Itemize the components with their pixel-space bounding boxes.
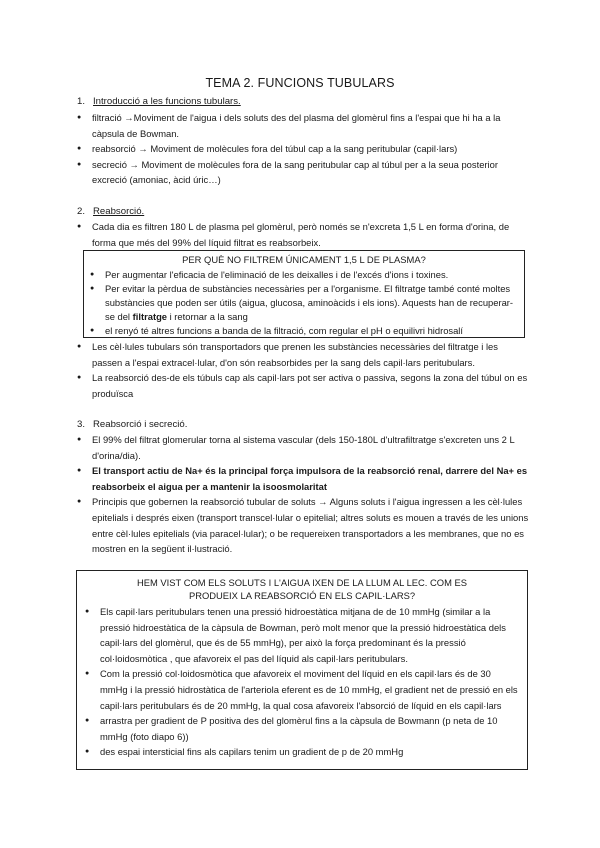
section-1-list [77, 110, 527, 188]
list-item: ● Per augmentar l'eficacia de l'eliminació de les deixalles i de l'excés d'ions i toxines. [90, 268, 520, 282]
section-title: Reabsorció i secreció. [93, 419, 188, 430]
box-title: HEM VIST COM ELS SOLUTS I L'AIGUA IXEN DE LA LLUM AL LEC. COM ES PRODUEIX LA REABSORCIÓ EN ELS CAPIL·LARS? [136, 577, 467, 601]
list-item: ● reabsorció → Moviment de molècules fora del túbul cap a la sang peritubular (capil·lars) [77, 141, 527, 157]
list-item: ● Principis que gobernen la reabsorció tubular de soluts → Alguns soluts i l'aigua ingressen a les cèl·lules epitelials i després eixen (transport transcel·lular o epitelial; altres soluts es mouen a través de les unions entre cèl·lules epitelials (via paracel·lular); o be requereixen transportadors a les membranes, que no es mostren en la següent il·lustració. [77, 494, 529, 556]
capillaries-box [76, 570, 528, 770]
list-item [90, 282, 520, 325]
list-item: ● des espai intersticial fins als capilars tenim un gradient de p de 20 mmHg [85, 744, 521, 760]
list-item: ● Les cèl·lules tubulars són transportadors que prenen les substàncies necessàries del filtratge i les passen a l'espai extracel·lular, d'on són reabsorbides per la sang dels capil·lars peritubulars. [77, 339, 529, 370]
section-number: 1. [77, 96, 86, 107]
section-3-list [77, 432, 529, 557]
page-title: TEMA 2. FUNCIONS TUBULARS [205, 76, 395, 90]
section-title: Reabsorció. [93, 206, 145, 217]
bold-text: filtratge [132, 311, 168, 323]
question-box [83, 250, 525, 338]
list-item-text: Per evitar la pèrdua de substàncies necessàries per a l'organisme. El filtratge també conté moltes substàncies que poden ser útils (aigua, glucosa, aminoàcids i els ions). Aquests han de recuperar-se del [105, 282, 514, 323]
list-item: ● El 99% del filtrat glomerular torna al sistema vascular (dels 150-180L d'ultrafiltratge s'excreten uns 2 L d'orina/dia). [77, 432, 529, 463]
box-title: PER QUÈ NO FILTREM ÚNICAMENT 1,5 L DE PLASMA? [182, 254, 426, 265]
section-2-heading [77, 206, 144, 217]
list-item: ● La reabsorció des-de els túbuls cap als capil·lars pot ser activa o passiva, segons la zona del túbul on es produïsca [77, 370, 529, 401]
section-3-heading [77, 419, 187, 430]
section-title: Introducció a les funcions tubulars. [93, 96, 241, 107]
list-item-text: i retornar a la sang [167, 311, 248, 323]
list-item: ● filtració →Moviment de l'aigua i dels soluts des del plasma del glomèrul fins a l'espai que hi ha a la càpsula de Bowman. [77, 110, 527, 141]
section-2-list [77, 219, 529, 250]
section-number: 2. [77, 206, 86, 217]
box-list [90, 268, 520, 339]
list-item: ● Els capil·lars peritubulars tenen una pressió hidroestàtica mitjana de de 10 mmHg (similar a la pressió hidroestàtica de la càpsula de Bowman, però molt menor que la pressió hidroestàtica dels capil·lars del glomèrul, que és de 55 mmHg), per això la força predominant és la pressió col·loidosmòtica , que afavoreix el pas del líquid als capil·lars peritubulars. [85, 604, 521, 666]
list-item: ● El transport actiu de Na+ és la principal força impulsora de la reabsorció renal, darrere del Na+ es reabsorbeix el aigua per a mantenir la isoosmolaritat [77, 463, 529, 494]
section-number: 3. [77, 419, 86, 430]
box-list [85, 604, 521, 760]
list-item: ● el renyó té altres funcions a banda de la filtració, com regular el pH o equilivri hidrosalí [90, 324, 520, 338]
section-2-list-continued [77, 339, 529, 401]
list-item: ● arrastra per gradient de P positiva des del glomèrul fins a la càpsula de Bowmann (p neta de 10 mmHg (foto diapo 6)) [85, 713, 521, 744]
list-item: ● Cada dia es filtren 180 L de plasma pel glomèrul, però només se n'excreta 1,5 L en forma d'orina, de forma que més del 99% del líquid filtrat es reabsorbeix. [77, 219, 529, 250]
section-1-heading [77, 96, 241, 107]
list-item: ● Com la pressió col·loidosmòtica que afavoreix el moviment del líquid en els capil·lars és de 30 mmHg i la pressió hidrostàtica de l'arteriola eferent es de 10 mmHg, el gradient net de pressió en els capil·lars peritubulars és de 20 mmHg, la qual cosa afavoreix l'absorció de líquid en els capil·lars [85, 666, 521, 713]
list-item: ● secreció → Moviment de molècules fora de la sang peritubular cap al túbul per a la seua posterior excreció (amoniac, àcid úric…) [77, 157, 527, 188]
